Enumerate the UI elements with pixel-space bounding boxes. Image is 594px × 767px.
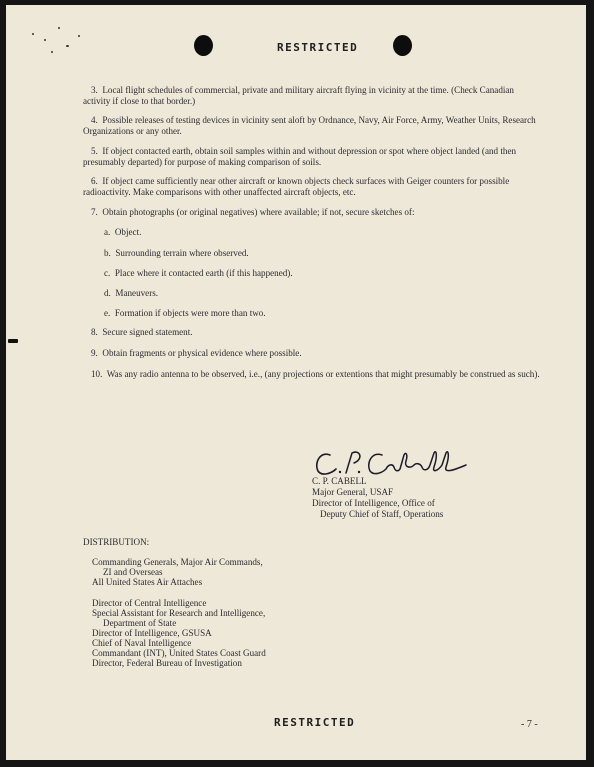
- subitem-letter: b.: [104, 248, 111, 258]
- handwritten-signature: [312, 445, 472, 479]
- subitem-letter: c.: [104, 268, 111, 278]
- punch-hole-right: [393, 35, 412, 56]
- subitem-letter: d.: [104, 288, 111, 298]
- page-number: - 7 -: [521, 719, 538, 730]
- distribution-entry: Commandant (INT), United States Coast Guard: [92, 648, 266, 658]
- speck-mark: [44, 39, 46, 41]
- subitem-letter: e.: [104, 308, 111, 318]
- item-number: 3.: [91, 85, 98, 95]
- item-text: If object came sufficiently near other aircraft or known objects check surfaces with Geiger counters for possible radioactivity. Make comparisons with other unaffected aircraft objects, etc.: [83, 176, 510, 197]
- item-number: 4.: [91, 115, 98, 125]
- binder-mark: [8, 339, 18, 343]
- item-3: [83, 85, 539, 107]
- distribution-entry: Director of Central Intelligence: [92, 598, 207, 608]
- punch-hole-left: [194, 35, 213, 56]
- distribution-entry: Chief of Naval Intelligence: [92, 638, 192, 648]
- subitem-text: Surrounding terrain where observed.: [115, 248, 249, 258]
- item-8: [83, 327, 543, 338]
- distribution-entry: Department of State: [103, 618, 177, 628]
- item-9: [83, 348, 543, 359]
- signer-rank: Major General, USAF: [312, 487, 394, 497]
- distribution-entry: All United States Air Attaches: [92, 577, 203, 587]
- signer-title-line-1: Director of Intelligence, Office of: [312, 498, 435, 508]
- subitem-text: Maneuvers.: [115, 288, 159, 298]
- item-4: [83, 115, 539, 137]
- distribution-entry: Director of Intelligence, GSUSA: [92, 628, 212, 638]
- subitem-c: [104, 268, 293, 279]
- classification-stamp-bottom: RESTRICTED: [274, 716, 356, 729]
- item-number: 6.: [91, 176, 98, 186]
- subitem-text: Place where it contacted earth (if this happened).: [114, 268, 293, 278]
- item-10: [83, 369, 545, 380]
- document-page: [6, 5, 586, 760]
- subitem-d: [104, 288, 158, 299]
- item-7: [83, 207, 553, 218]
- subitem-text: Object.: [114, 227, 142, 237]
- item-text: Was any radio antenna to be observed, i.e., (any projections or extentions that might presumably be construed as such).: [106, 369, 540, 379]
- item-text: If object contacted earth, obtain soil samples within and without depression or spot where object landed (and then presumably departed) for purpose of making comparison of soils.: [83, 146, 517, 167]
- item-number: 5.: [91, 146, 98, 156]
- subitem-a: [104, 227, 141, 238]
- speck-mark: [51, 51, 53, 53]
- item-text: Obtain photographs (or original negatives) where available; if not, secure sketches of:: [102, 207, 415, 217]
- item-text: Local flight schedules of commercial, private and military aircraft flying in vicinity at the time. (Check Canadian activity if close to that border.): [83, 85, 514, 106]
- item-text: Obtain fragments or physical evidence where possible.: [102, 348, 302, 358]
- item-6: [83, 176, 551, 198]
- item-text: Possible releases of testing devices in vicinity sent aloft by Ordnance, Navy, Air Force, Army, Weather Units, Research Organizations or any other.: [83, 115, 536, 136]
- subitem-e: [104, 308, 266, 319]
- classification-stamp-top: RESTRICTED: [277, 41, 359, 54]
- item-5: [83, 146, 539, 168]
- distribution-entry: Special Assistant for Research and Intelligence,: [92, 608, 266, 618]
- speck-mark: [78, 35, 80, 37]
- subitem-b: [104, 248, 249, 259]
- subitem-text: Formation if objects were more than two.: [114, 308, 266, 318]
- speck-mark: [66, 45, 69, 47]
- speck-mark: [32, 33, 34, 35]
- item-number: 10.: [91, 369, 103, 379]
- distribution-entry: Commanding Generals, Major Air Commands,: [92, 557, 263, 567]
- subitem-letter: a.: [104, 227, 111, 237]
- distribution-heading: DISTRIBUTION:: [83, 537, 150, 547]
- distribution-entry: ZI and Overseas: [103, 567, 163, 577]
- item-number: 9.: [91, 348, 98, 358]
- signer-title-line-2: Deputy Chief of Staff, Operations: [320, 509, 444, 519]
- item-number: 7.: [91, 207, 98, 217]
- distribution-entry: Director, Federal Bureau of Investigation: [92, 658, 242, 668]
- item-text: Secure signed statement.: [102, 327, 193, 337]
- signer-name: C. P. CABELL: [312, 476, 367, 486]
- speck-mark: [58, 27, 60, 29]
- item-number: 8.: [91, 327, 98, 337]
